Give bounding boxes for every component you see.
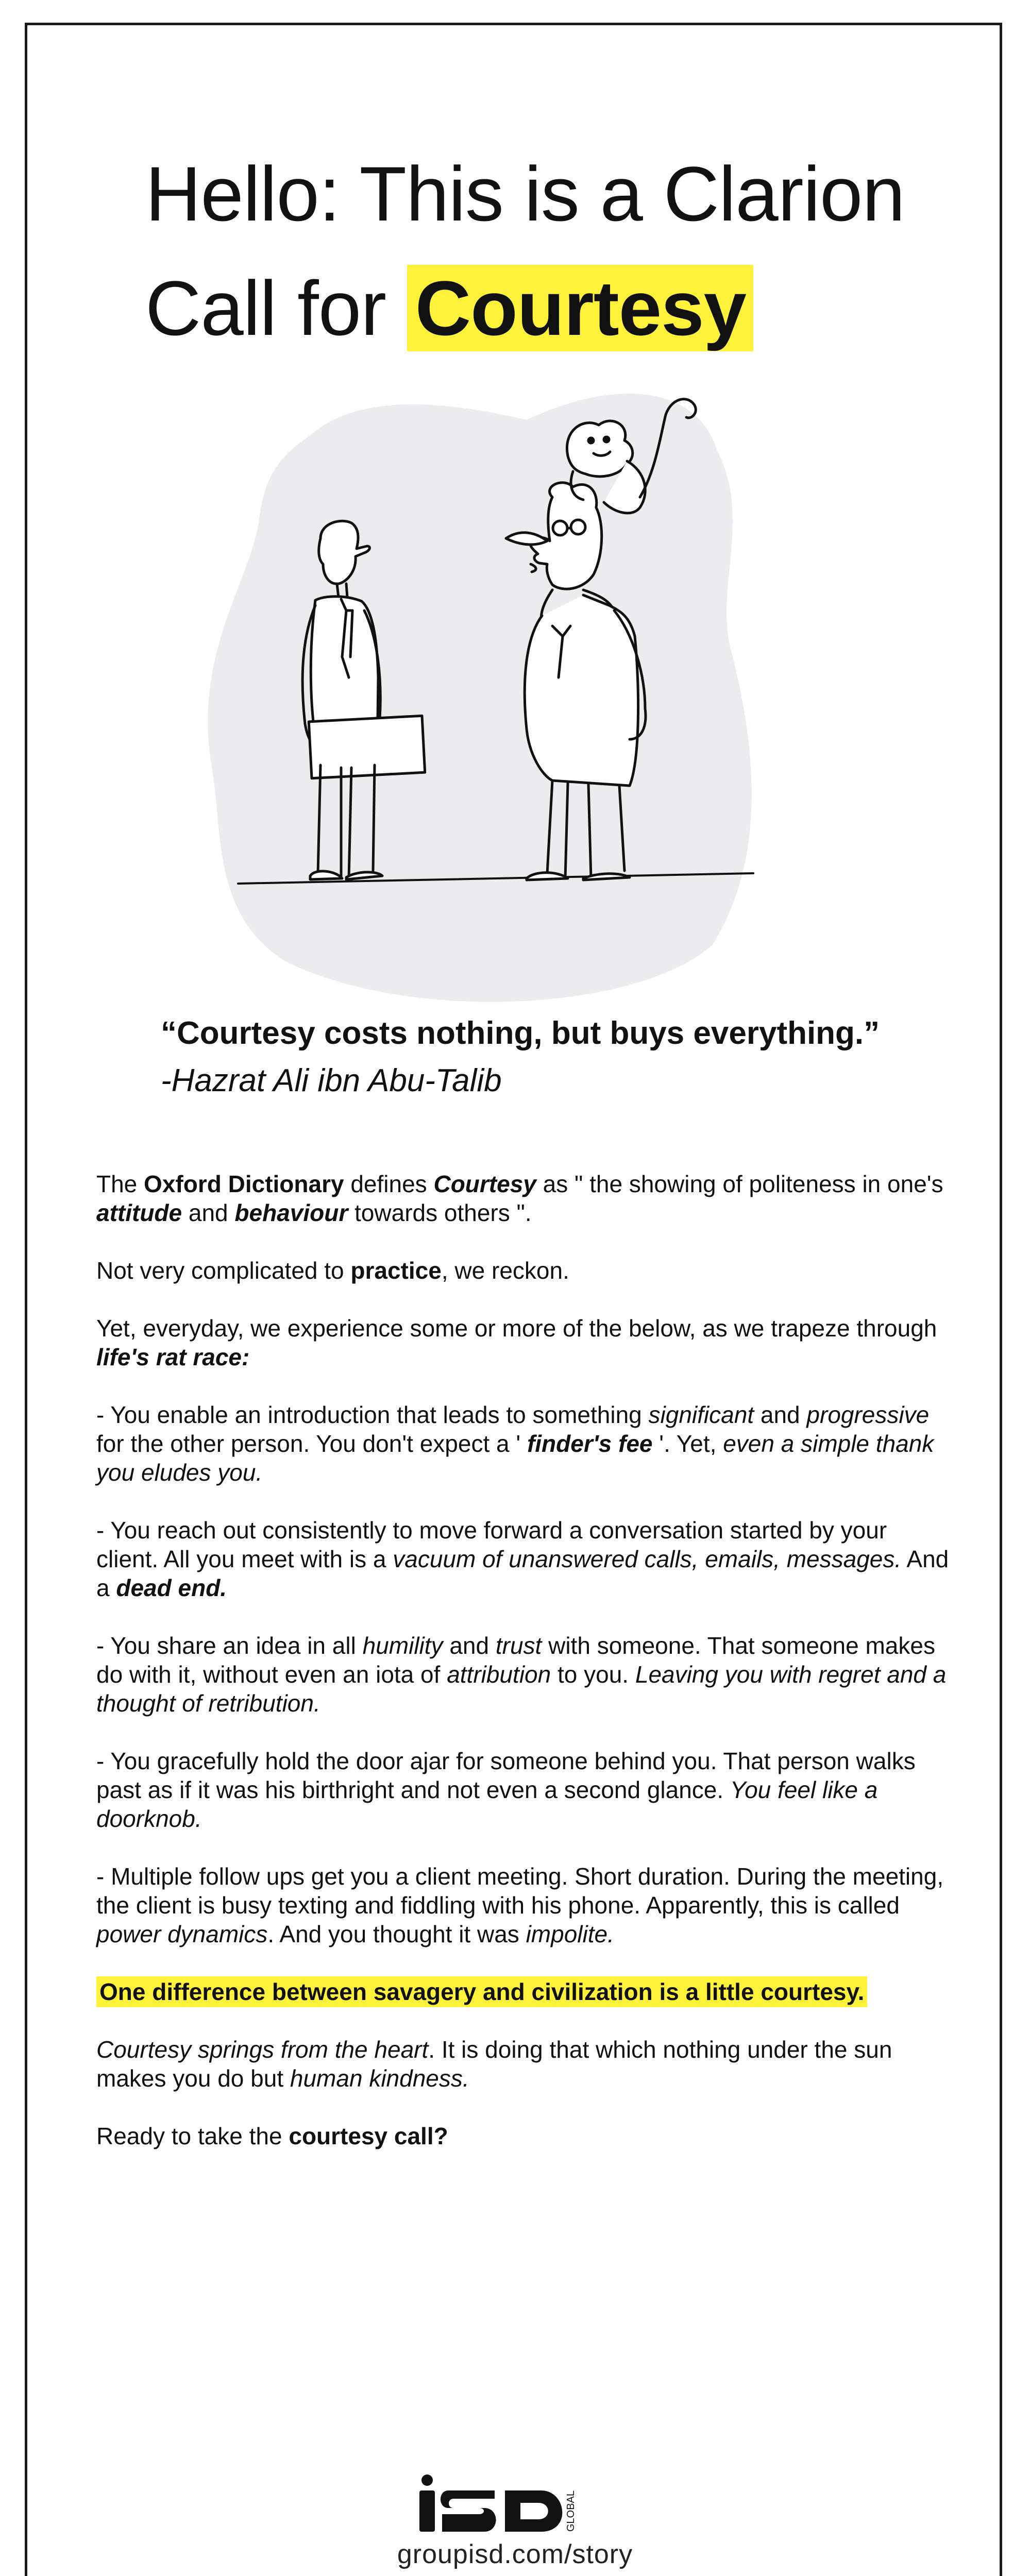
title-line-1: Hello: This is a Clarion [145, 150, 905, 237]
footer-url[interactable]: groupisd.com/story [397, 2539, 633, 2569]
paragraph-closing: Ready to take the courtesy call? [96, 2123, 448, 2149]
paragraph-client-conversation: - You reach out consistently to move forward a conversation started by your client. All you meet with is a vacuum of unanswered calls, emails, messages. And a dead end. [96, 1517, 949, 1601]
cartoon-illustration [192, 368, 789, 1018]
paragraph-highlight [96, 1977, 952, 2006]
article-body [96, 1170, 952, 2179]
paragraph-rat-race: Yet, everyday, we experience some or more of the below, as we trapeze through life's rat race: [96, 1315, 937, 1370]
title-highlight: Courtesy [407, 265, 753, 351]
backdrop-blob [208, 394, 752, 1002]
paragraph-practice: Not very complicated to practice, we reckon. [96, 1257, 569, 1284]
isd-global-logo [417, 2473, 613, 2535]
paragraph-client-meeting: - Multiple follow ups get you a client meeting. Short duration. During the meeting, the client is busy texting and fiddling with his phone. Apparently, this is called power dynamics. And you thought it was impolite. [96, 1863, 944, 1947]
highlighted-statement: One difference between savagery and civilization is a little courtesy. [96, 1976, 867, 2007]
quote-text: “Courtesy costs nothing, but buys everything.” [161, 1015, 880, 1051]
paragraph-definition: The Oxford Dictionary defines Courtesy as " the showing of politeness in one's attitude and behaviour towards others ". [96, 1171, 943, 1226]
paragraph-introduction: - You enable an introduction that leads to something significant and progressive for the other person. You don't expect a ' finder's fee '. Yet, even a simple thank you eludes you. [96, 1401, 934, 1486]
page-title [145, 137, 918, 365]
paragraph-idea-sharing: - You share an idea in all humility and trust with someone. That someone makes do with it, without even an iota of attribution to you. Leaving you with regret and a thought of retribution. [96, 1632, 947, 1717]
quote-author: -Hazrat Ali ibn Abu-Talib [161, 1063, 502, 1098]
logo-tag: GLOBAL [565, 2490, 577, 2532]
quote-block [161, 1010, 934, 1105]
paragraph-heart: Courtesy springs from the heart. It is doing that which nothing under the sun makes you do but human kindness. [96, 2036, 892, 2092]
paragraph-door: - You gracefully hold the door ajar for someone behind you. That person walks past as if it was his birthright and not even a second glance. You feel like a doorknob. [96, 1748, 916, 1832]
title-line-2-prefix: Call for [145, 265, 407, 351]
